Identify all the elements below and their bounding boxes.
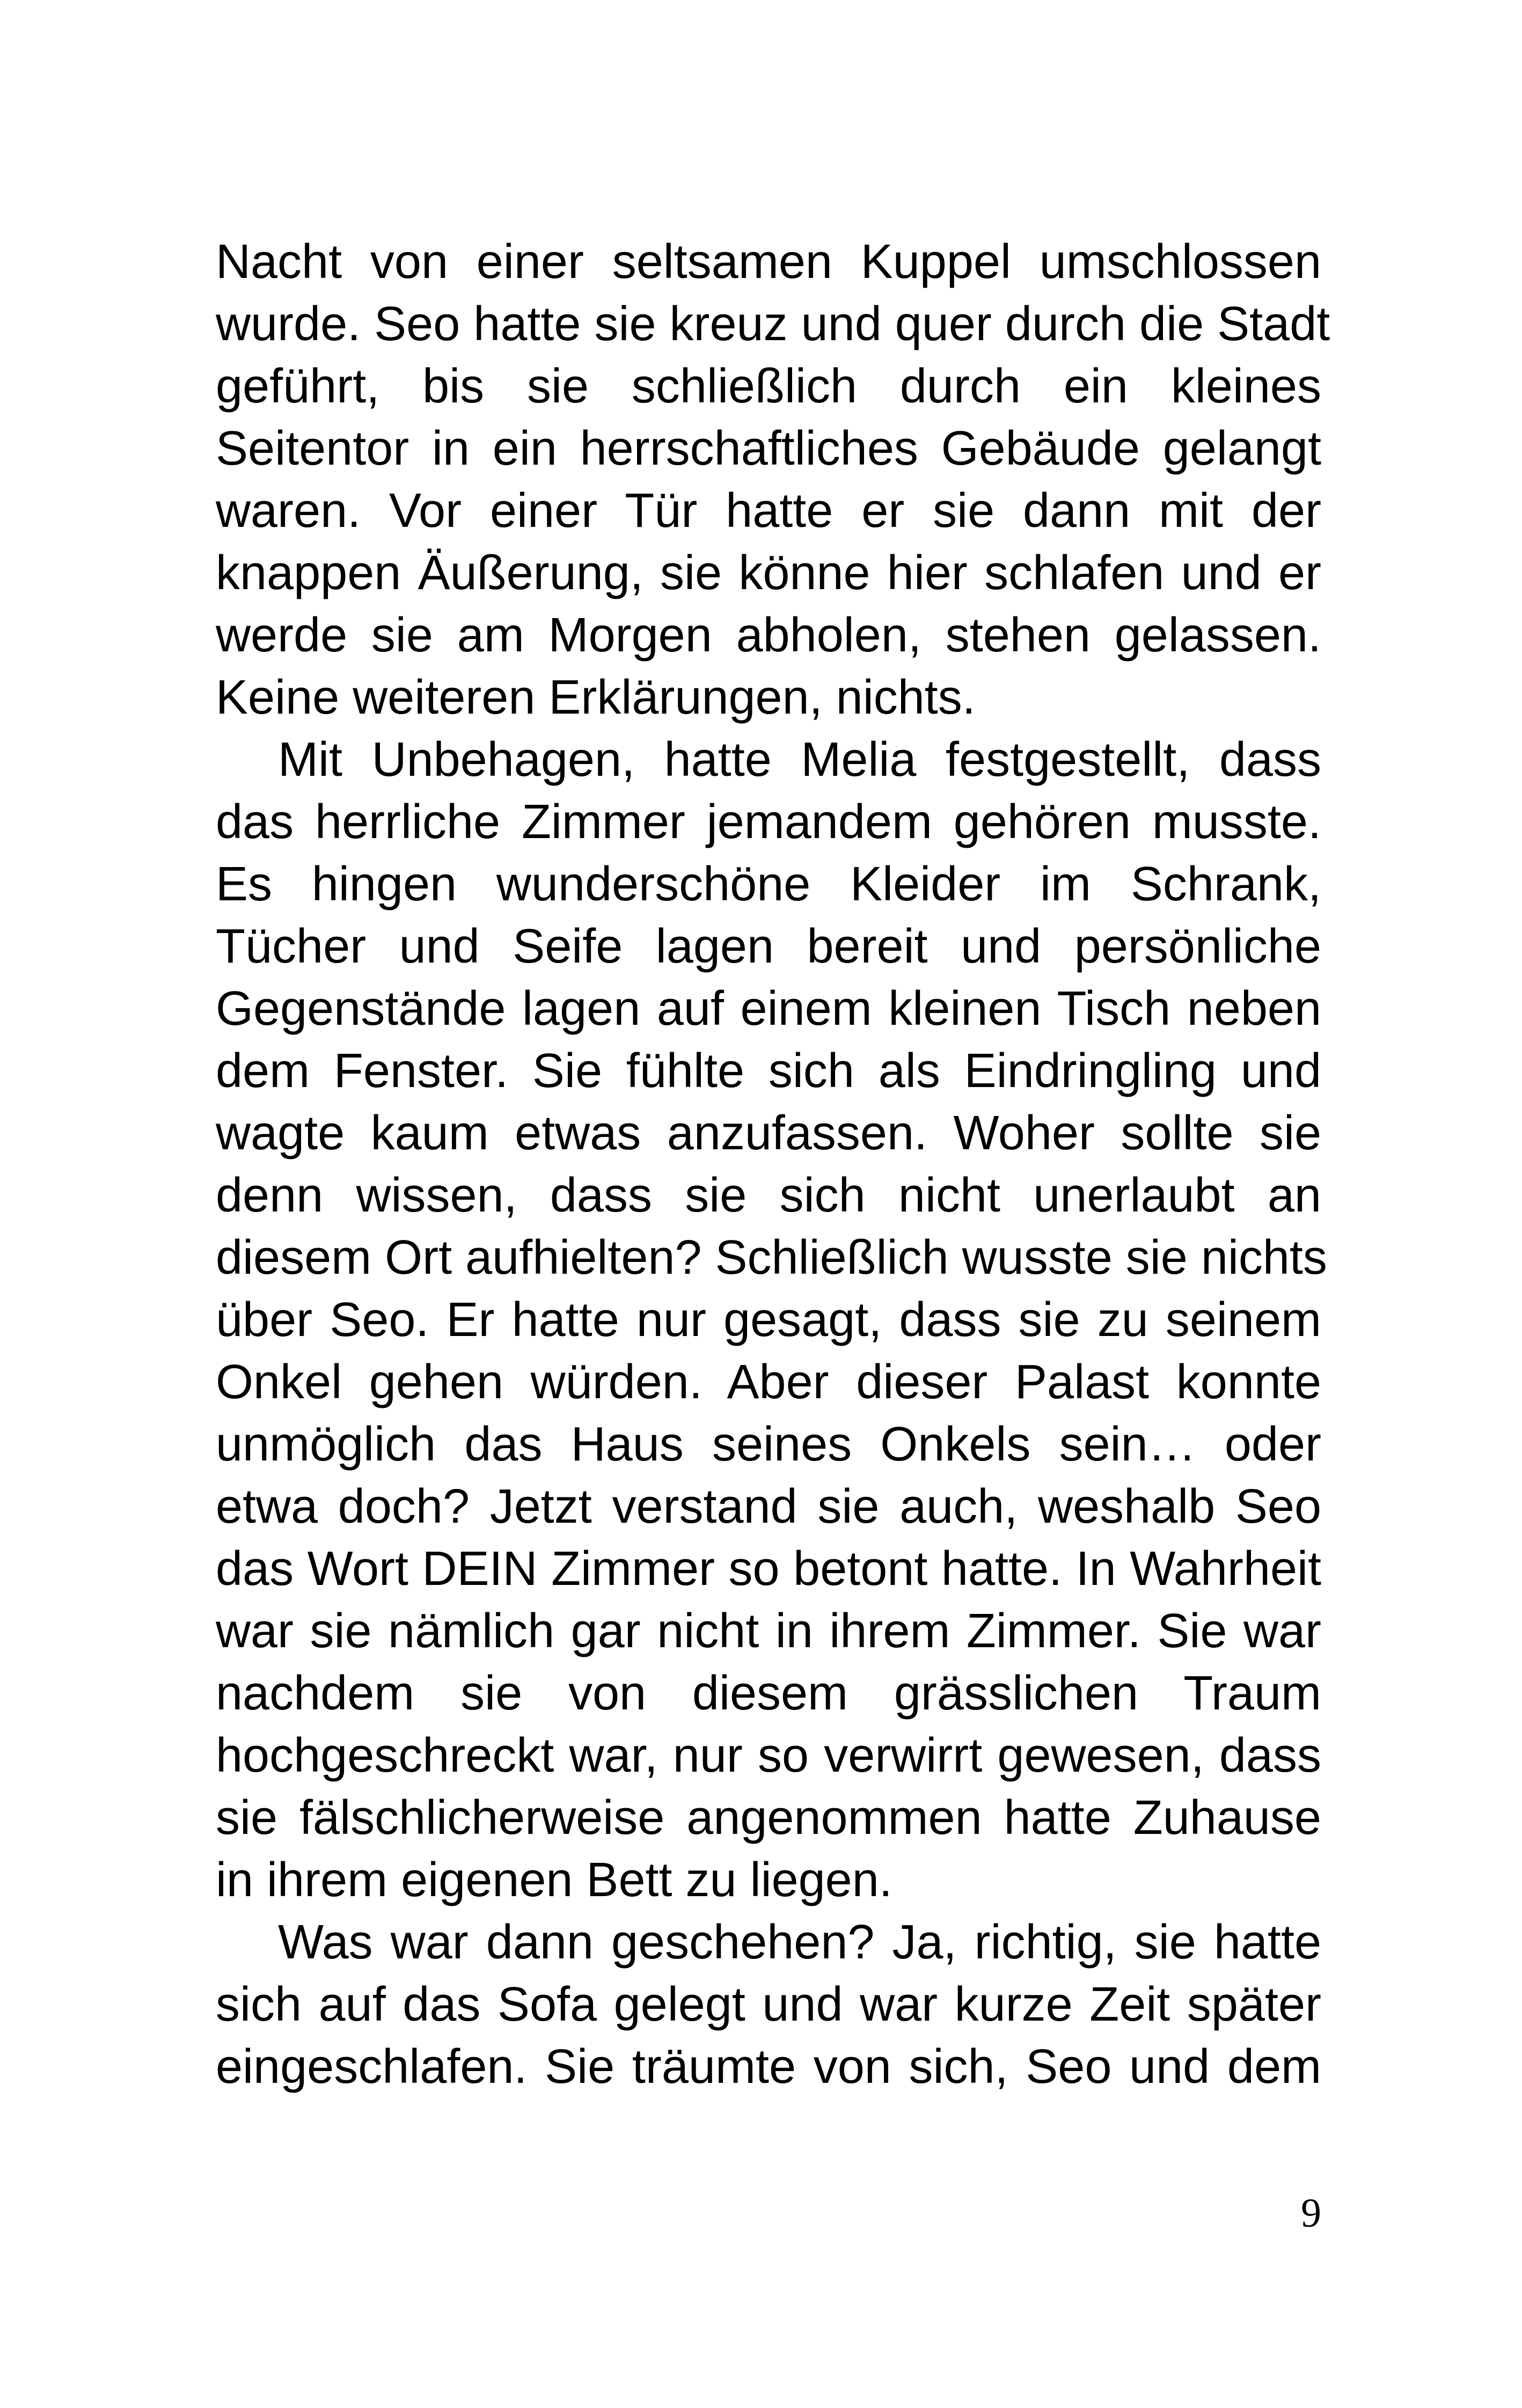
text-line: das herrliche Zimmer jemandem gehören musste. [216, 795, 1321, 849]
text-line: sie fälschlicherweise angenommen hatte Zuhause [216, 1791, 1321, 1845]
text-line: denn wissen, dass sie sich nicht unerlaubt an [216, 1169, 1321, 1222]
text-line: war sie nämlich gar nicht in ihrem Zimmer. Sie war [216, 1604, 1321, 1658]
text-line: in ihrem eigenen Bett zu liegen. [216, 1853, 892, 1907]
text-line: das Wort DEIN Zimmer so betont hatte. In Wahrheit [216, 1542, 1321, 1596]
text-line: Was war dann geschehen? Ja, richtig, sie hatte [278, 1915, 1321, 1969]
text-line: diesem Ort aufhielten? Schließlich wusste sie nichts [216, 1231, 1327, 1284]
text-line: knappen Äußerung, sie könne hier schlafen und er [216, 546, 1321, 600]
text-line: etwa doch? Jetzt verstand sie auch, weshalb Seo [216, 1480, 1321, 1533]
text-line: sich auf das Sofa gelegt und war kurze Zeit später [216, 1978, 1321, 2031]
text-line: dem Fenster. Sie fühlte sich als Eindringling und [216, 1044, 1321, 1098]
text-line: Keine weiteren Erklärungen, nichts. [216, 671, 976, 724]
text-line: wurde. Seo hatte sie kreuz und quer durch die Stadt [216, 297, 1330, 351]
text-line: über Seo. Er hatte nur gesagt, dass sie zu seinem [216, 1293, 1321, 1347]
text-line: Seitentor in ein herrschaftliches Gebäude gelangt [216, 422, 1321, 475]
text-line: Gegenstände lagen auf einem kleinen Tisch neben [216, 982, 1321, 1036]
text-line: Nacht von einer seltsamen Kuppel umschlossen [216, 235, 1321, 289]
text-line: Es hingen wunderschöne Kleider im Schrank, [216, 857, 1321, 911]
text-line: Onkel gehen würden. Aber dieser Palast konnte [216, 1355, 1321, 1409]
text-line: eingeschlafen. Sie träumte von sich, Seo und dem [216, 2040, 1321, 2094]
text-line: waren. Vor einer Tür hatte er sie dann mit der [216, 484, 1321, 538]
text-line: wagte kaum etwas anzufassen. Woher sollte sie [216, 1106, 1321, 1160]
text-line: werde sie am Morgen abholen, stehen gelassen. [216, 608, 1321, 662]
body-text [216, 231, 1330, 2098]
text-line: hochgeschreckt war, nur so verwirrt gewesen, dass [216, 1729, 1321, 1782]
page-number: 9 [1301, 2191, 1321, 2236]
text-line: nachdem sie von diesem grässlichen Traum [216, 1666, 1321, 1720]
text-line: unmöglich das Haus seines Onkels sein… oder [216, 1418, 1321, 1471]
text-line: Mit Unbehagen, hatte Melia festgestellt, dass [278, 733, 1321, 787]
text-line: geführt, bis sie schließlich durch ein kleines [216, 359, 1321, 413]
text-line: Tücher und Seife lagen bereit und persönliche [216, 920, 1321, 973]
